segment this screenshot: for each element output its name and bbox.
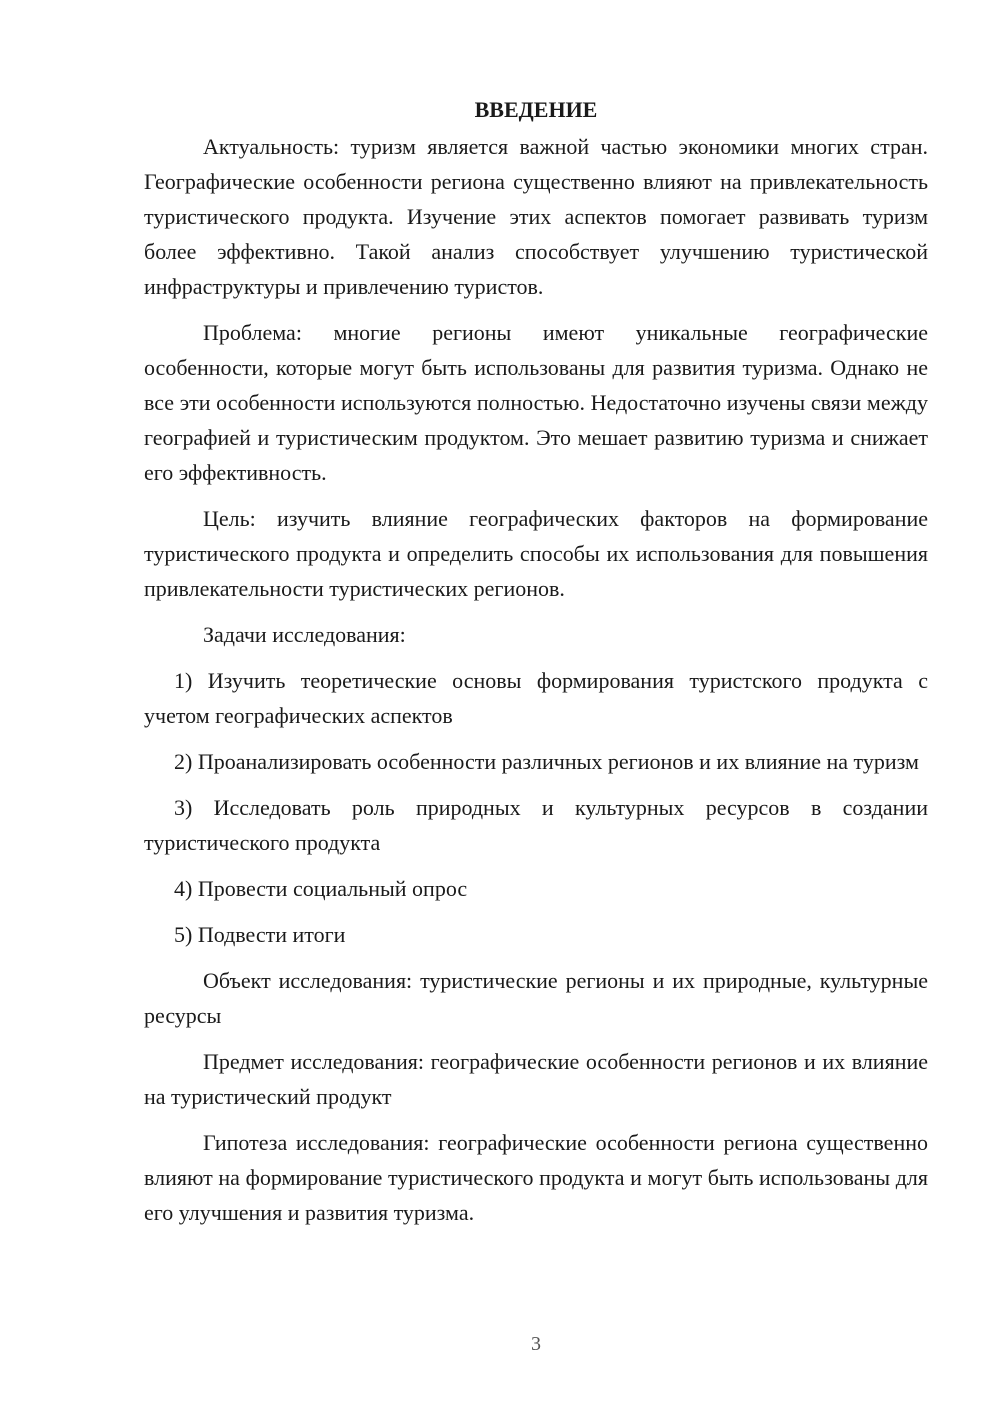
- task-item-2: 2) Проанализировать особенности различных регионов и их влияние на туризм: [174, 749, 919, 774]
- task-item-1: 1) Изучить теоретические основы формирования туристского продукта с учетом географических аспектов: [144, 668, 928, 728]
- paragraph-relevance: Актуальность: туризм является важной частью экономики многих стран. Географические особенности региона существенно влияют на привлекательность туристического продукта. Изучение этих аспектов помогает развивать туризм более эффективно. Такой анализ способствует улучшению туристической инфраструктуры и привлечению туристов.: [144, 134, 928, 299]
- section-title: ВВЕДЕНИЕ: [474, 97, 598, 122]
- page-content: [144, 92, 928, 1241]
- paragraph-tasks-heading: Задачи исследования:: [203, 622, 406, 647]
- paragraph-subject: Предмет исследования: географические особенности регионов и их влияние на туристический продукт: [144, 1049, 928, 1109]
- paragraph-hypothesis: Гипотеза исследования: географические особенности региона существенно влияют на формирование туристического продукта и могут быть использованы для его улучшения и развития туризма.: [144, 1130, 928, 1225]
- page-number: 3: [531, 1333, 541, 1355]
- task-item-3: 3) Исследовать роль природных и культурных ресурсов в создании туристического продукта: [144, 795, 928, 855]
- task-item-4: 4) Провести социальный опрос: [174, 876, 468, 901]
- task-item-5: 5) Подвести итоги: [174, 922, 346, 947]
- paragraph-object: Объект исследования: туристические регионы и их природные, культурные ресурсы: [144, 968, 928, 1028]
- paragraph-goal: Цель: изучить влияние географических факторов на формирование туристического продукта и определить способы их использования для повышения привлекательности туристических регионов.: [144, 506, 928, 601]
- paragraph-problem: Проблема: многие регионы имеют уникальные географические особенности, которые могут быть использованы для развития туризма. Однако не все эти особенности используются полностью. Недостаточно изучены связи между географией и туристическим продуктом. Это мешает развитию туризма и снижает его эффективность.: [144, 320, 928, 485]
